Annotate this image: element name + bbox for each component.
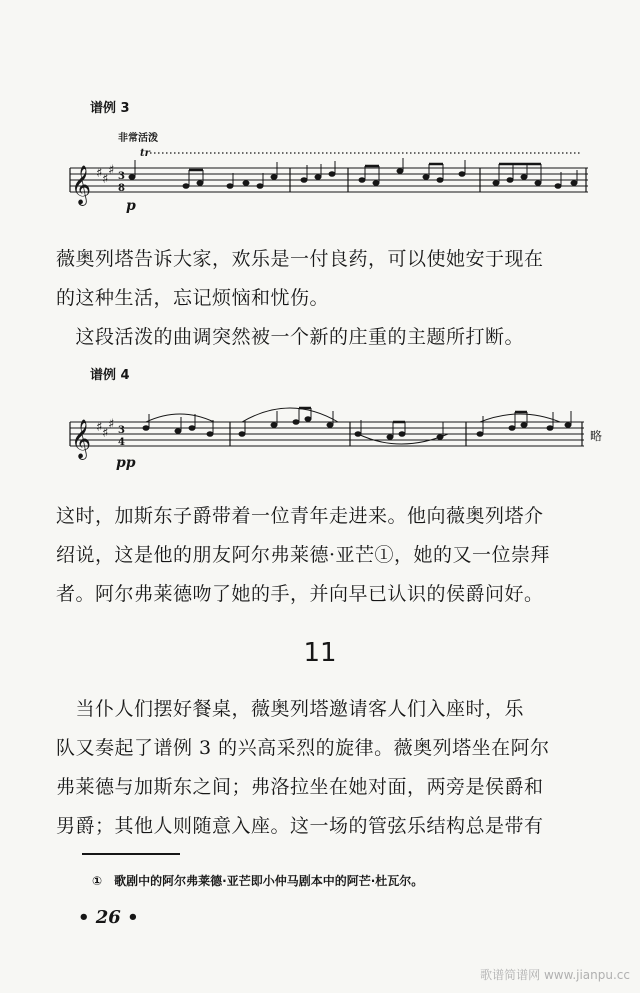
svg-text:3: 3 xyxy=(118,425,125,436)
narrative-paragraph-3 xyxy=(56,690,592,846)
svg-text:♯: ♯ xyxy=(96,166,103,181)
text-line: 当仆人们摆好餐桌，薇奥列塔邀请客人们入座时，乐 xyxy=(56,698,525,720)
text-line: 的这种生活，忘记烦恼和忧伤。 xyxy=(56,287,330,309)
text-line: 队又奏起了谱例 3 的兴高采烈的旋律。薇奥列塔坐在阿尔 xyxy=(56,737,550,759)
svg-text:♯: ♯ xyxy=(108,163,115,178)
example-3-tempo: 非常活泼 xyxy=(118,133,158,144)
text-line: 者。阿尔弗莱德吻了她的手，并向早已认识的侯爵问好。 xyxy=(56,583,544,605)
svg-text:4: 4 xyxy=(118,437,125,448)
svg-text:♯: ♯ xyxy=(96,420,103,435)
music-staff-example-3 xyxy=(60,140,600,222)
example-3-label: 谱例 3 xyxy=(90,101,130,116)
footnote: ① 歌剧中的阿尔弗莱德·亚芒即小仲马剧本中的阿芒·杜瓦尔。 xyxy=(92,874,424,888)
abbreviation-mark: 略 xyxy=(590,429,603,443)
text-line: 绍说，这是他的朋友阿尔弗莱德·亚芒①，她的又一位崇拜 xyxy=(56,544,551,566)
svg-text:♯: ♯ xyxy=(102,172,109,187)
page-number: • 26 • xyxy=(78,907,139,928)
example-4-label: 谱例 4 xyxy=(90,368,130,383)
site-watermark: 歌谱简谱网 www.jianpu.cc xyxy=(480,968,630,982)
svg-text:♯: ♯ xyxy=(108,417,115,432)
svg-text:3: 3 xyxy=(118,171,125,182)
footnote-divider xyxy=(82,853,180,855)
svg-text:8: 8 xyxy=(118,183,125,194)
svg-text:♯: ♯ xyxy=(102,426,109,441)
svg-text:𝄞: 𝄞 xyxy=(71,419,92,459)
dynamic-mark: p xyxy=(126,198,136,214)
text-line: 弗莱德与加斯东之间；弗洛拉坐在她对面，两旁是侯爵和 xyxy=(56,776,544,798)
text-line: 薇奥列塔告诉大家，欢乐是一付良药，可以使她安于现在 xyxy=(56,248,544,270)
narrative-paragraph-1 xyxy=(56,240,592,357)
ornament-mark: tr xyxy=(140,148,150,159)
text-line: 男爵；其他人则随意入座。这一场的管弦乐结构总是带有 xyxy=(56,815,544,837)
svg-text:𝄞: 𝄞 xyxy=(71,165,92,205)
narrative-paragraph-2 xyxy=(56,497,592,614)
text-line: 这时，加斯东子爵带着一位青年走进来。他向薇奥列塔介 xyxy=(56,505,544,527)
text-line: 这段活泼的曲调突然被一个新的庄重的主题所打断。 xyxy=(56,326,525,348)
dynamic-mark: pp xyxy=(116,455,136,471)
chapter-number: 11 xyxy=(303,638,337,668)
music-staff-example-4 xyxy=(60,392,608,472)
